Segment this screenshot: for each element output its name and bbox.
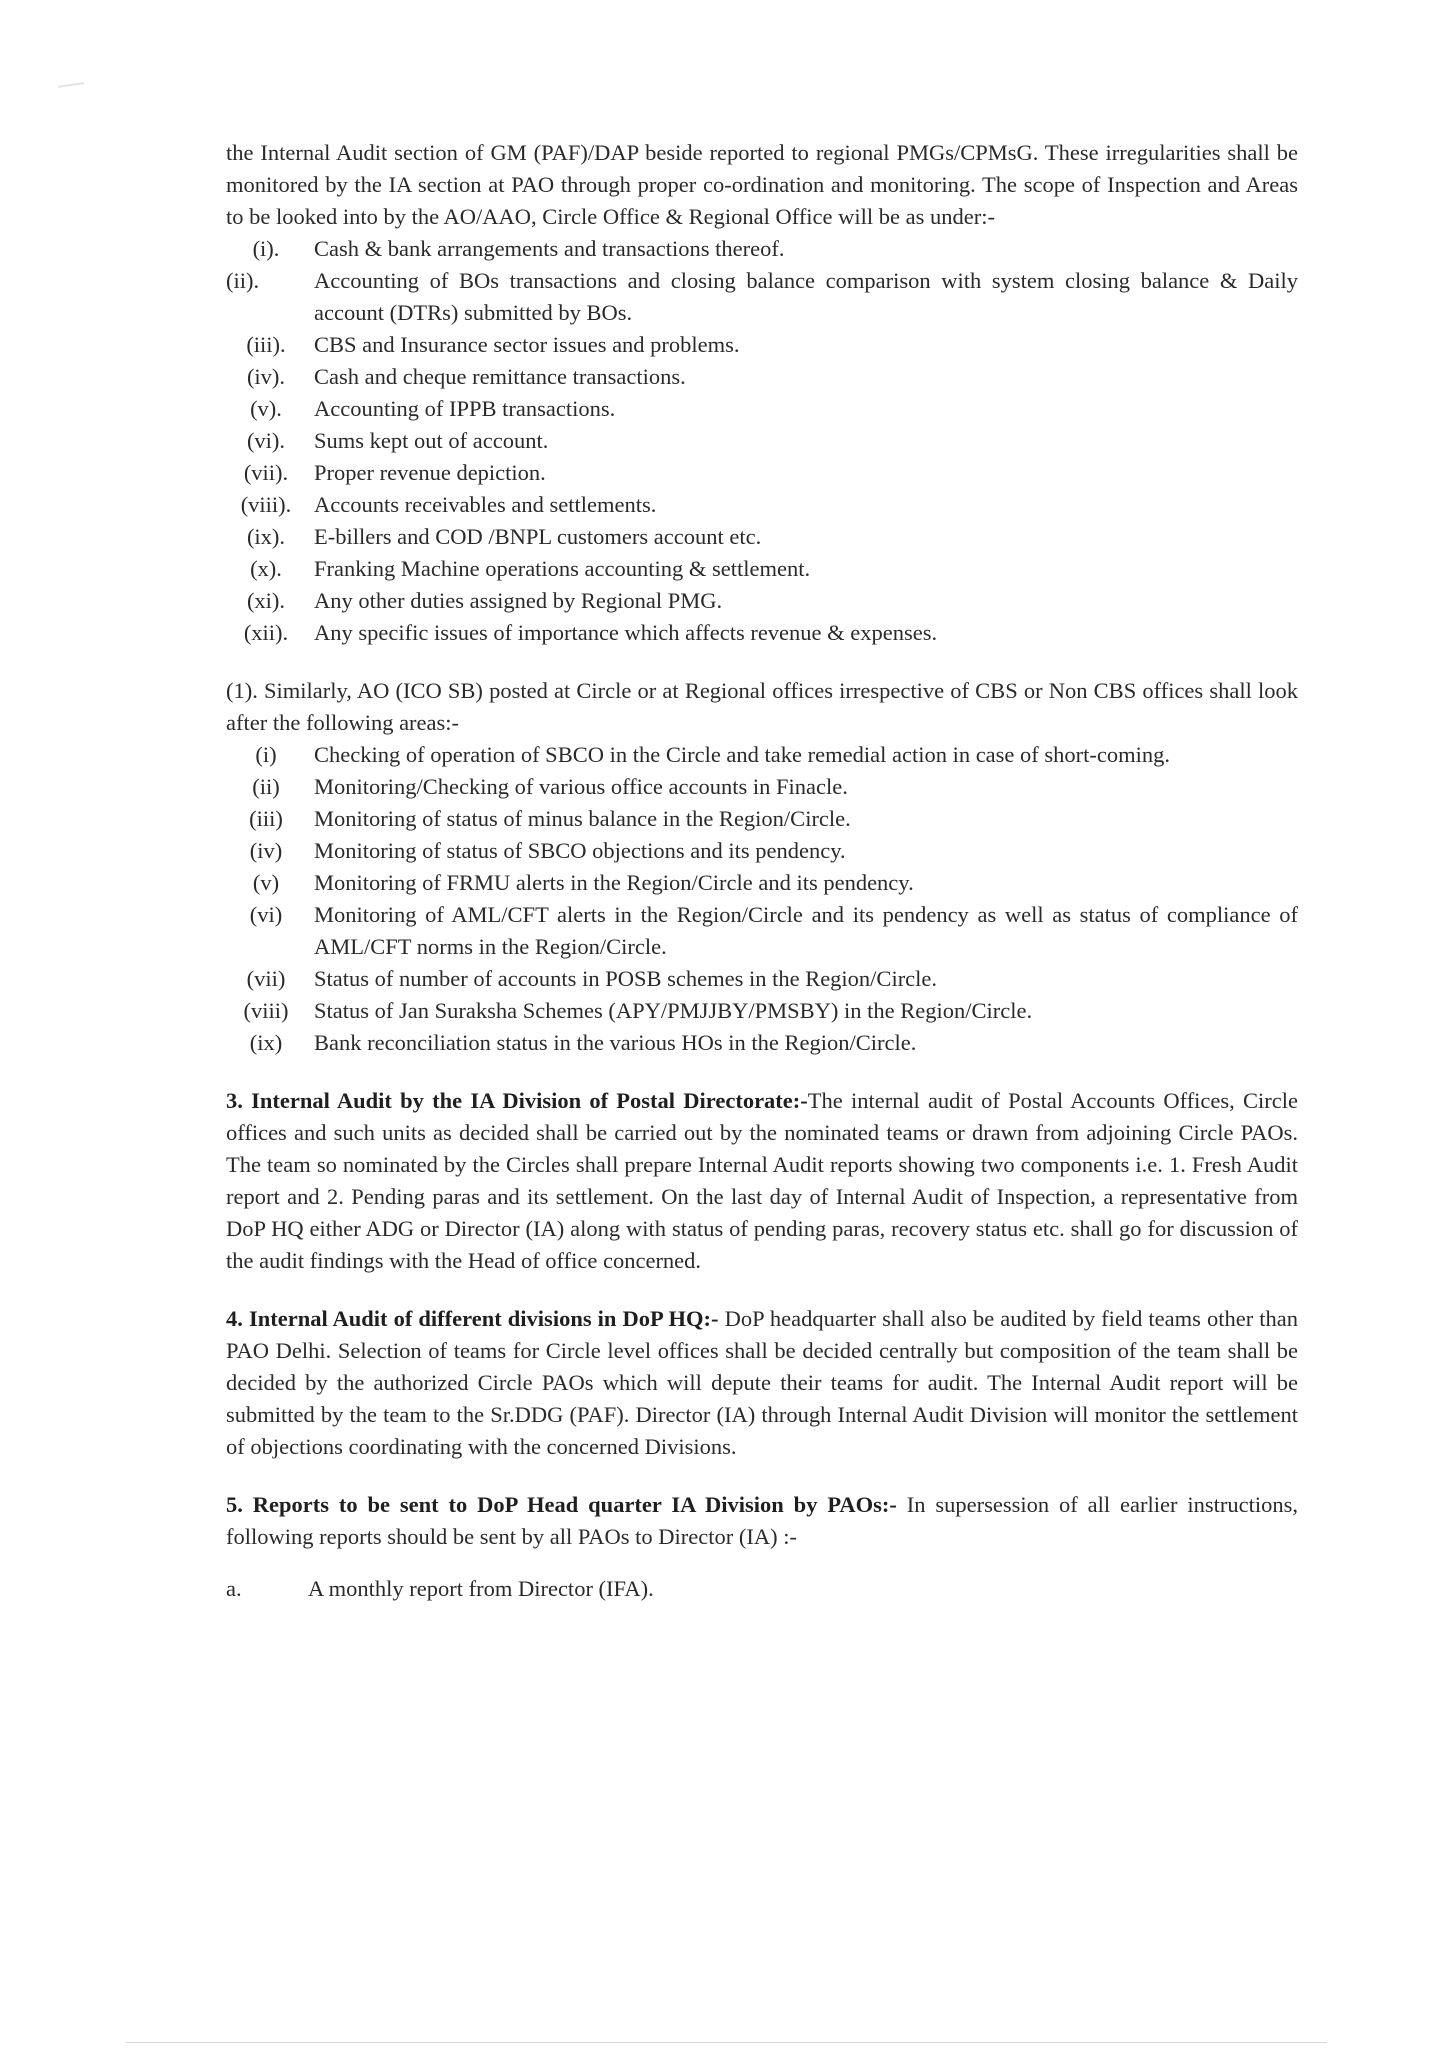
list-item: (ix) Bank reconciliation status in the various HOs in the Region/Circle. <box>249 1030 917 1055</box>
list-item: (v) Monitoring of FRMU alerts in the Region/Circle and its pendency. <box>252 870 914 895</box>
section-5-body: In supersession of all earlier instructions, following reports should be sent by all PAOs to Director (IA) :- <box>226 1492 1298 1549</box>
list-item: (ii) Monitoring/Checking of various office accounts in Finacle. <box>252 774 848 799</box>
list-item: (vi) Monitoring of AML/CFT alerts in the Region/Circle and its pendency as well as status of compliance of AML/CFT norms in the Region/Circle. <box>249 902 1298 959</box>
list-item: (vii) Status of number of accounts in POSB schemes in the Region/Circle. <box>246 966 938 991</box>
list-item: (vi). Sums kept out of account. <box>246 428 549 453</box>
list-item: (viii) Status of Jan Suraksha Schemes (APY/PMJJBY/PMSBY) in the Region/Circle. <box>243 998 1033 1023</box>
list-item: (ii). Accounting of BOs transactions and closing balance comparison with system closing balance & Daily account (DTRs) submitted by BOs. <box>226 268 1298 325</box>
list-item: (vii). Proper revenue depiction. <box>243 460 546 485</box>
bottom-scan-edge <box>126 2042 1327 2043</box>
section-3-body: The internal audit of Postal Accounts Offices, Circle offices and such units as decided shall be carried out by the nominated teams or drawn from adjoining Circle PAOs. The team so nominated by the Circles shall prepare Internal Audit reports showing two components i.e. 1. Fresh Audit report and 2. Pending paras and its settlement. On the last day of Internal Audit of Inspection, a representative from DoP HQ either ADG or Director (IA) along with status of pending paras, recovery status etc. shall go for discussion of the audit findings with the Head of office concerned. <box>226 1088 1298 1273</box>
list-item: (ix). E-billers and COD /BNPL customers account etc. <box>246 524 762 549</box>
list-item: (viii). Accounts receivables and settlements. <box>240 492 657 517</box>
list-item: (iii) Monitoring of status of minus balance in the Region/Circle. <box>249 806 851 831</box>
list-item: (xii). Any specific issues of importance which affects revenue & expenses. <box>243 620 938 645</box>
report-item: a. A monthly report from Director (IFA). <box>226 1576 654 1601</box>
section-5-heading: Reports to be sent to DoP Head quarter IA Division by PAOs:- <box>252 1492 897 1517</box>
section-3-number: 3. <box>226 1088 243 1113</box>
ico-intro-paragraph: (1). Similarly, AO (ICO SB) posted at Circle or at Regional offices irrespective of CBS or Non CBS offices shall look after the following areas:- <box>226 678 1298 735</box>
section-4-body: DoP headquarter shall also be audited by field teams other than PAO Delhi. Selection of teams for Circle level offices shall be decided centrally but composition of the team shall be decided by the authorized Circle PAOs which will depute their teams for audit. The Internal Audit report will be submitted by the team to the Sr.DDG (PAF). Director (IA) through Internal Audit Division will monitor the settlement of objections coordinating with the concerned Divisions. <box>226 1306 1299 1459</box>
list-item: (v). Accounting of IPPB transactions. <box>250 396 616 421</box>
ico-list <box>226 739 1298 1059</box>
section-5 <box>226 1489 1298 1553</box>
section-3-heading: Internal Audit by the IA Division of Postal Directorate:- <box>251 1088 808 1113</box>
list-item: (i) Checking of operation of SBCO in the Circle and take remedial action in case of short-coming. <box>255 742 1171 767</box>
list-item: (xi). Any other duties assigned by Regional PMG. <box>246 588 723 613</box>
scan-speck <box>58 82 84 88</box>
list-item: (x). Franking Machine operations accounting & settlement. <box>250 556 811 581</box>
list-item: (iv) Monitoring of status of SBCO objections and its pendency. <box>249 838 846 863</box>
section-5-number: 5. <box>226 1492 243 1517</box>
section-3 <box>226 1085 1298 1277</box>
list-item: (i). Cash & bank arrangements and transactions thereof. <box>252 236 785 261</box>
section-4-number: 4. <box>226 1306 243 1331</box>
document-page <box>226 137 1298 1605</box>
list-item: (iii). CBS and Insurance sector issues and problems. <box>246 332 740 357</box>
section-4 <box>226 1303 1298 1463</box>
list-item: (iv). Cash and cheque remittance transactions. <box>246 364 686 389</box>
scope-list <box>226 233 1298 649</box>
intro-paragraph: the Internal Audit section of GM (PAF)/DAP beside reported to regional PMGs/CPMsG. These irregularities shall be monitored by the IA section at PAO through proper co-ordination and monitoring. The scope of Inspection and Areas to be looked into by the AO/AAO, Circle Office & Regional Office will be as under:- <box>226 140 1298 229</box>
section-4-heading: Internal Audit of different divisions in DoP HQ:- <box>248 1306 719 1331</box>
